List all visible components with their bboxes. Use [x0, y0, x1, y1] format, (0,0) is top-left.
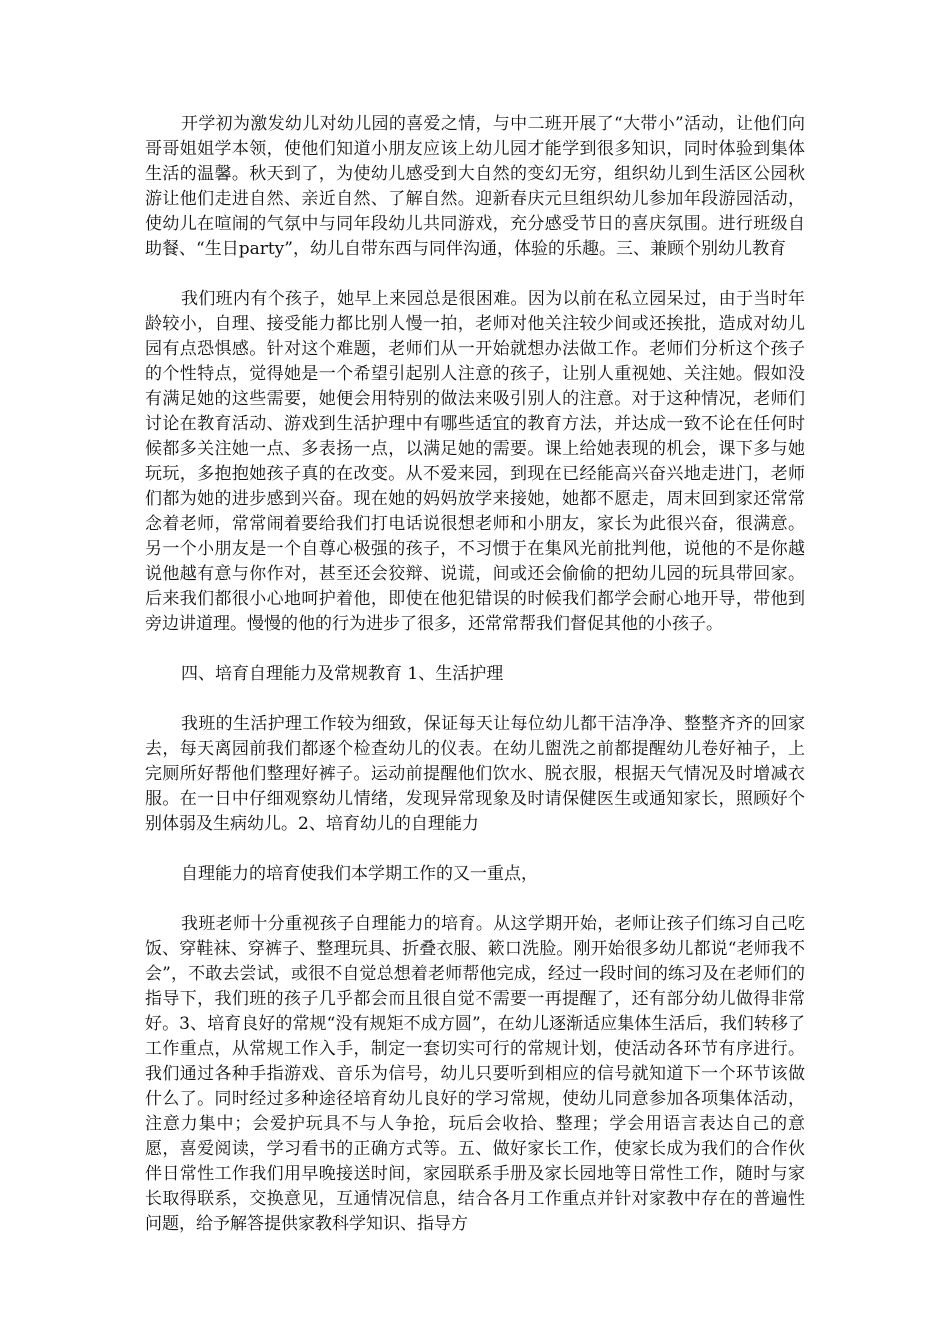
paragraph-big-brings-small-activity: 开学初为激发幼儿对幼儿园的喜爱之情，与中二班开展了“大带小”活动，让他们向哥哥姐姐学本领，使他们知道小朋友应该上幼儿园才能学到很多知识，同时体验到集体生活的温馨。秋天到了，为使幼儿感受到大自然的变幻无穷，组织幼儿到生活区公园秋游让他们走进自然、亲近自然、了解自然。迎新春庆元旦组织幼儿参加年段游园活动，使幼儿在喧闹的气氛中与同年段幼儿共同游戏，充分感受节日的喜庆氛围。进行班级自助餐、“生日party”，幼儿自带东西与同伴沟通，体验的乐趣。三、兼顾个别幼儿教育 [145, 114, 805, 259]
document-body [145, 112, 805, 1262]
section-heading-self-care-routine: 四、培育自理能力及常规教育 1、生活护理 [181, 664, 504, 684]
paragraph-daily-care: 我班的生活护理工作较为细致，保证每天让每位幼儿都干洁净净、整整齐齐的回家去，每天离园前我们都逐个检查幼儿的仪表。在幼儿盥洗之前都提醒幼儿卷好袖子，上完厕所好帮他们整理好裤子。运动前提醒他们饮水、脱衣服，根据天气情况及时增减衣服。在一日中仔细观察幼儿情绪，发现异常现象及时请保健医生或通知家长，照顾好个别体弱及生病幼儿。2、培育幼儿的自理能力 [145, 714, 805, 834]
paragraph-self-care-focus: 自理能力的培育使我们本学期工作的又一重点， [181, 864, 538, 884]
paragraph-self-care-training: 我班老师十分重视孩子自理能力的培育。从这学期开始，老师让孩子们练习自己吃饭、穿鞋袜、穿裤子、整理玩具、折叠衣服、簌口洗脸。刚开始很多幼儿都说“老师我不会”，不敢去尝试，或很不自觉总想着老师帮他完成，经过一段时间的练习及在老师们的指导下，我们班的孩子几乎都会而且很自觉不需要一再提醒了，还有部分幼儿做得非常好。3、培育良好的常规“没有规矩不成方圆”，在幼儿逐渐适应集体生活后，我们转移了工作重点，从常规工作入手，制定一套切实可行的常规计划，使活动各环节有序进行。我们通过各种手指游戏、音乐为信号，幼儿只要听到相应的信号就知道下一个环节该做什么了。同时经过多种途径培育幼儿良好的学习常规，使幼儿同意参加各项集体活动，注意力集中；会爱护玩具不与人争抢，玩后会收拾、整理；学会用语言表达自己的意愿，喜爱阅读，学习看书的正确方式等。五、做好家长工作，使家长成为我们的合作伙伴日常性工作我们用早晚接送时间，家园联系手册及家长园地等日常性工作，随时与家长取得联系，交换意见，互通情况信息，结合各月工作重点并针对家教中存在的普遍性问题，给予解答提供家教科学知识、指导方 [145, 914, 805, 1234]
paragraph-individual-child-education: 我们班内有个孩子，她早上来园总是很困难。因为以前在私立园呆过，由于当时年龄较小，自理、接受能力都比别人慢一拍，老师对他关注较少间或还挨批，造成对幼儿园有点恐惧感。针对这个难题，老师们从一开始就想办法做工作。老师们分析这个孩子的个性特点，觉得她是一个希望引起别人注意的孩子，让别人重视她、关注她。假如没有满足她的这些需要，她便会用特别的做法来吸引别人的注意。对于这种情况，老师们讨论在教育活动、游戏到生活护理中有哪些适宜的教育方法，并达成一致不论在任何时候都多关注她一点、多表扬一点，以满足她的需要。课上给她表现的机会，课下多与她玩玩，多抱抱她孩子真的在改变。从不爱来园，到现在已经能高兴奋兴地走进门，老师们都为她的进步感到兴奋。现在她的妈妈放学来接她，她都不愿走，周末回到家还常常念着老师，常常闹着要给我们打电话说很想老师和小朋友，家长为此很兴奋，很满意。另一个小朋友是一个自尊心极强的孩子，不习惯于在集风光前批判他，说他的不是你越说他越有意与你作对，甚至还会狡辩、说谎，间或还会偷偷的把幼儿园的玩具带回家。后来我们都很小心地呵护着他，即使在他犯错误的时候我们都学会耐心地开导，带他到旁边讲道理。慢慢的他的行为进步了很多，还常常帮我们督促其他的小孩子。 [145, 289, 805, 634]
